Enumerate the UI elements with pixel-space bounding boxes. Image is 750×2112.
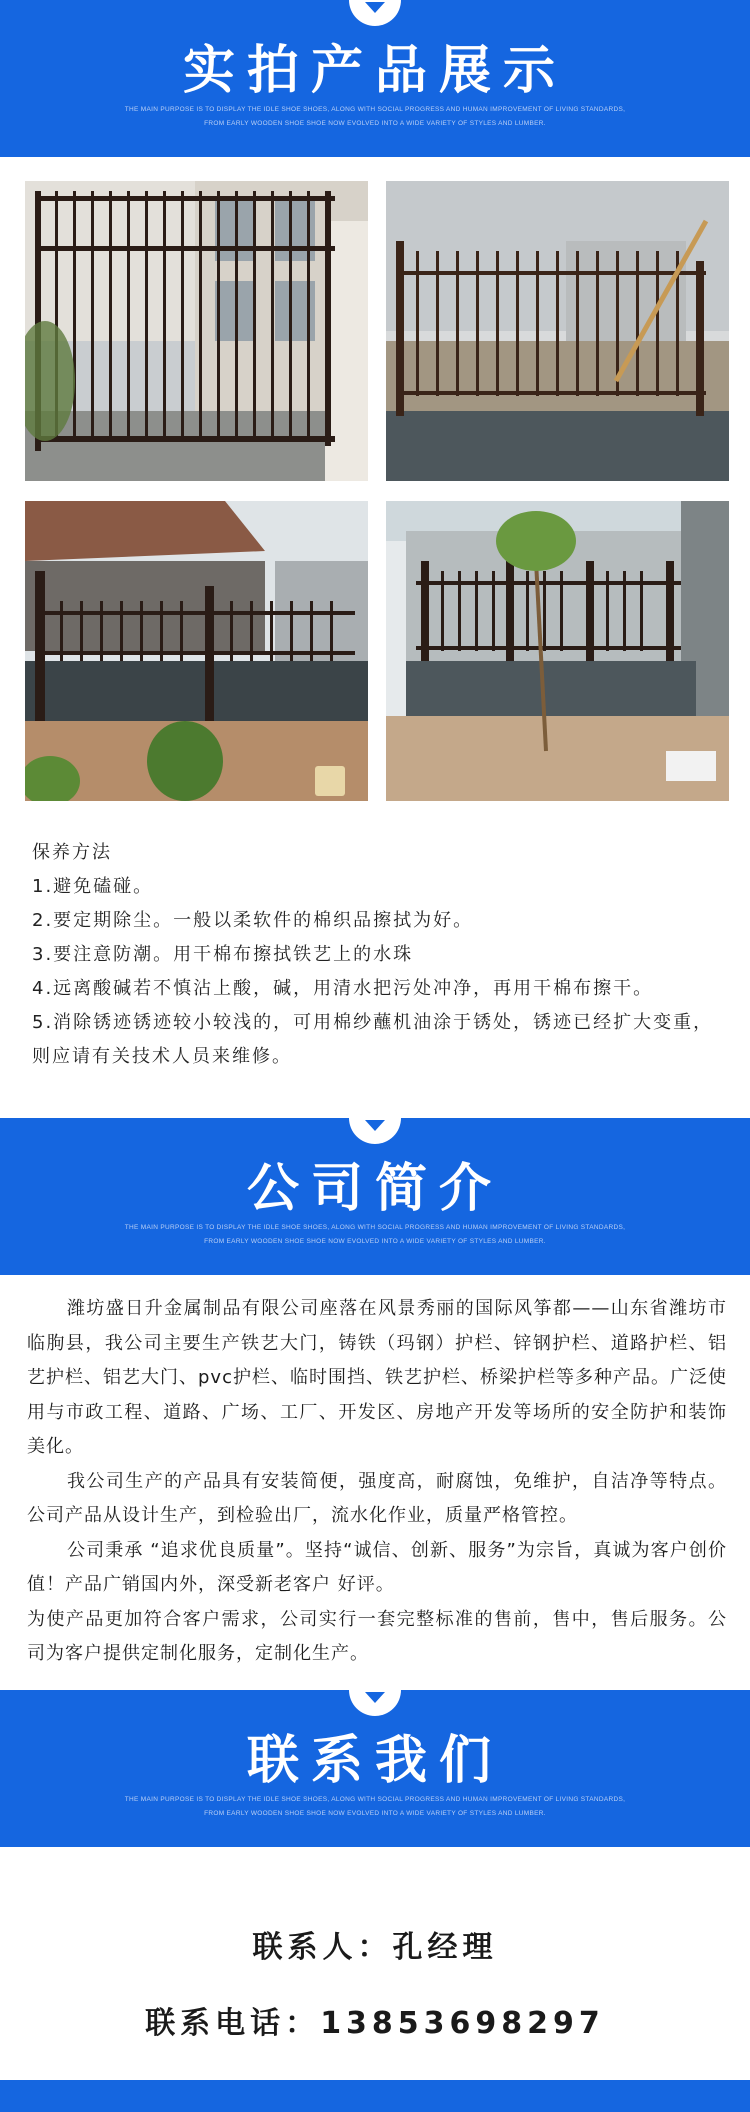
section-banner-products — [0, 0, 750, 157]
section-subtitle-line: FROM EARLY WOODEN SHOE SHOE NOW EVOLVED INTO A WIDE VARIETY OF STYLES AND LUMBER. — [204, 1238, 546, 1245]
company-paragraph: 潍坊盛日升金属制品有限公司座落在风景秀丽的国际风筝都——山东省潍坊市临朐县，我公司主要生产铁艺大门，铸铁（玛钢）护栏、锌钢护栏、道路护栏、铝艺护栏、铝艺大门、pvc护栏、临时围挡、铁艺护栏、桥梁护栏等多种产品。广泛使用与市政工程、道路、广场、工厂、开发区、房地产开发等场所的安全防护和装饰美化。 — [27, 1298, 727, 1457]
section-subtitle-line: THE MAIN PURPOSE IS TO DISPLAY THE IDLE SHOE SHOES, ALONG WITH SOCIAL PROGRESS AND HUMAN IMPROVEMENT OF LIVING STANDARDS, — [124, 1796, 626, 1803]
section-banner-contact — [0, 1690, 750, 1847]
product-photo-grid — [25, 181, 729, 801]
contact-person-label: 联系人： — [252, 1930, 393, 1965]
company-paragraph: 公司秉承 “追求优良质量”。坚持“诚信、创新、服务”为宗旨，真诚为客户创价值！产品广销国内外，深受新老客户 好评。 — [27, 1539, 727, 1595]
company-paragraph: 为使产品更加符合客户需求，公司实行一套完整标准的售前，售中，售后服务。公司为客户提供定制化服务，定制化生产。 — [27, 1608, 727, 1664]
contact-person — [0, 1910, 750, 1986]
care-item: 2.要定期除尘。一般以柔软件的棉织品擦拭为好。 — [32, 910, 474, 931]
care-item: 1.避免磕碰。 — [32, 876, 154, 897]
contact-phone-number: 13853698297 — [320, 2006, 605, 2041]
section-title: 公司简介 — [246, 1159, 503, 1219]
care-item: 3.要注意防潮。用干棉布擦拭铁艺上的水珠 — [32, 944, 414, 965]
chevron-down-icon — [349, 0, 401, 26]
care-heading: 保养方法 — [32, 842, 112, 863]
contact-phone — [0, 1986, 750, 2062]
contact-phone-label: 联系电话： — [145, 2006, 321, 2041]
section-subtitle-line: FROM EARLY WOODEN SHOE SHOE NOW EVOLVED INTO A WIDE VARIETY OF STYLES AND LUMBER. — [204, 1810, 546, 1817]
care-instructions — [32, 836, 732, 1074]
company-intro — [27, 1292, 727, 1672]
section-title: 联系我们 — [246, 1731, 503, 1791]
product-photo-fence-on-wall — [386, 181, 729, 481]
section-subtitle-line: THE MAIN PURPOSE IS TO DISPLAY THE IDLE SHOE SHOES, ALONG WITH SOCIAL PROGRESS AND HUMAN IMPROVEMENT OF LIVING STANDARDS, — [124, 1224, 626, 1231]
chevron-down-icon — [349, 1690, 401, 1716]
contact-info — [0, 1910, 750, 2062]
section-subtitle-line: THE MAIN PURPOSE IS TO DISPLAY THE IDLE SHOE SHOES, ALONG WITH SOCIAL PROGRESS AND HUMAN IMPROVEMENT OF LIVING STANDARDS, — [124, 106, 626, 113]
chevron-down-icon — [349, 1118, 401, 1144]
section-subtitle-line: FROM EARLY WOODEN SHOE SHOE NOW EVOLVED INTO A WIDE VARIETY OF STYLES AND LUMBER. — [204, 120, 546, 127]
section-title: 实拍产品展示 — [182, 41, 567, 101]
section-banner-company — [0, 1118, 750, 1275]
footer-bar — [0, 2080, 750, 2112]
care-item: 4.远离酸碱若不慎沾上酸，碱，用清水把污处冲净，再用干棉布擦干。 — [32, 978, 654, 999]
company-paragraph: 我公司生产的产品具有安装简便，强度高，耐腐蚀，免维护，自洁净等特点。公司产品从设计生产，到检验出厂，流水化作业，质量严格管控。 — [27, 1470, 727, 1526]
product-photo-fence-gate — [25, 181, 368, 481]
product-photo-fence-street — [386, 501, 729, 801]
care-item: 5.消除锈迹锈迹较小较浅的，可用棉纱蘸机油涂于锈处，锈迹已经扩大变重，则应请有关技术人员来维修。 — [32, 1012, 714, 1067]
contact-person-name: 孔经理 — [392, 1930, 498, 1965]
product-photo-fence-house — [25, 501, 368, 801]
